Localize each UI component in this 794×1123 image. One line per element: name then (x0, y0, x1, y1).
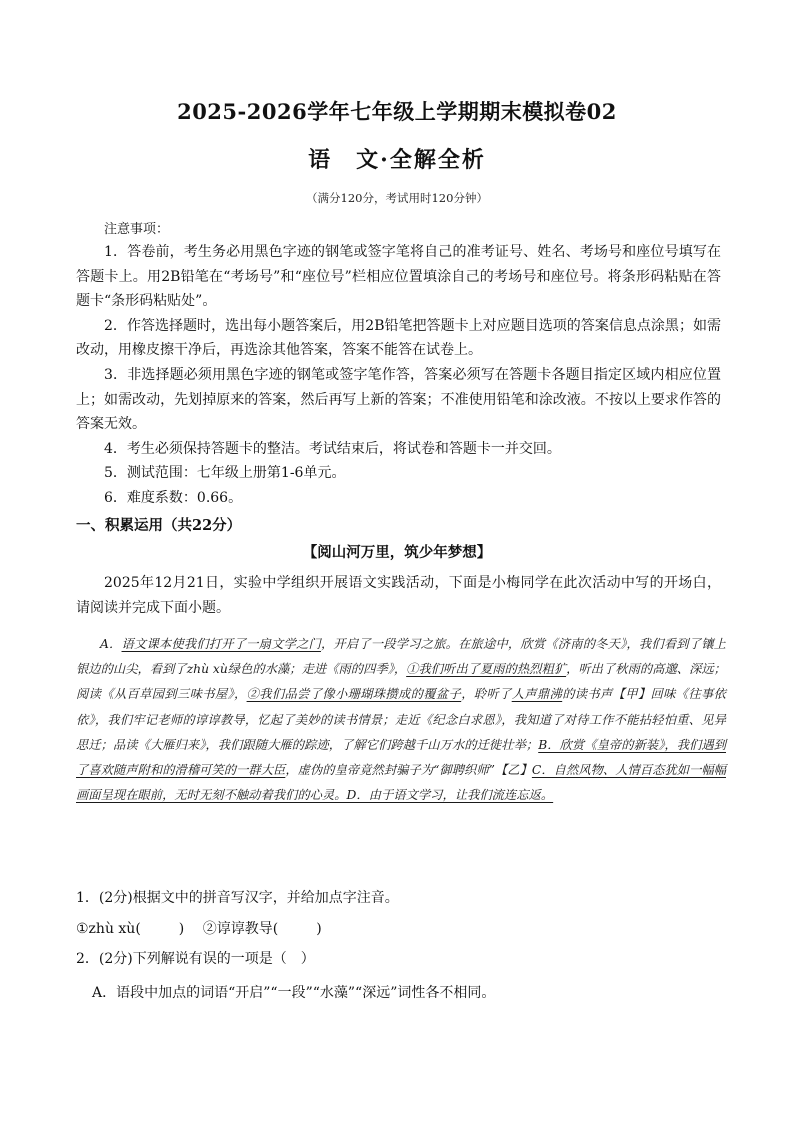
answer-blank-close: ) (316, 921, 322, 937)
page-subtitle: 语 文·全解全析 (308, 147, 486, 173)
underlined-sentence-b: B．欣赏《皇帝的新装》，我们遇到了喜欢随声附和的滑稽可笑的一群大臣 (76, 737, 726, 778)
reading-passage (76, 632, 726, 808)
notes-list (76, 240, 721, 511)
score-time-note: （满分120分，考试用时120分钟） (306, 191, 488, 205)
note-item: 5．测试范围：七年级上册第1-6单元。 (104, 465, 346, 482)
notes-heading: 注意事项： (104, 222, 170, 237)
underlined-sentence-2: ②我们品尝了像小珊瑚珠攒成的覆盆子 (246, 687, 462, 702)
answer-blank-close: ) (178, 921, 185, 937)
passage-text: ，虚伪的皇帝竟然封骗子为“御聘织师”【乙】 (285, 763, 532, 778)
section-intro: 2025年12月21日，实验中学组织开展语文实践活动，下面是小梅同学在此次活动中写的开场白，请阅读并完成下面小题。 (76, 575, 721, 616)
question-2-option-a: A．语段中加点的词语“开启”“一段”“水藻”“深远”词性各不相同。 (92, 985, 496, 1001)
note-item: 2．作答选择题时，选出每小题答案后，用2B铅笔把答题卡上对应题目选项的答案信息点涂黑；如需改动，用橡皮擦干净后，再选涂其他答案，答案不能答在试卷上。 (76, 317, 721, 359)
passage-text: ，听出了秋雨的高邈、深远；阅读《从百草园到三味书屋》， (76, 662, 726, 702)
passage-text: ，聆听了 (461, 687, 512, 702)
question-1: 1．(2分)根据文中的拼音写汉字，并给加点字注音。 (76, 890, 399, 906)
note-item: 6．难度系数：0.66。 (104, 489, 243, 506)
question-1-answers (76, 918, 322, 938)
note-item: 1．答卷前，考生务必用黑色字迹的钢笔或签字笔将自己的准考证号、姓名、考场号和座位号填写在答题卡上。用2B铅笔在“考场号”和“座位号”栏相应位置填涂自己的考场号和座位号。将条形码粘贴在答题卡“条形码粘贴处”。 (76, 244, 721, 310)
answer-blank-label: ①zhù xù( (76, 921, 141, 937)
passage-text: 的读书声【甲】回味《往事依依》，我们牢记老师的谆谆教导，忆起了美妙的读书情景；走近《纪念白求恩》，我知道了对待工作不能拈轻怕重、见异思迁；品读《大雁归来》，我们跟随大雁的踪迹，了解它们跨越千山万水的迁徙壮举； (76, 687, 726, 752)
underlined-idiom: 人声鼎沸 (511, 687, 563, 702)
underlined-text: 语文课本使我们打开了一扇文学之门 (121, 637, 321, 651)
passage-text: A． (100, 637, 122, 651)
page-title: 2025-2026学年七年级上学期期末模拟卷02 (177, 99, 617, 124)
underlined-sentence-cd: C．自然风物、人情百态犹如一幅幅画面呈现在眼前，无时无刻不触动着我们的心灵。D．由于语文学习，让我们流连忘返。 (76, 763, 726, 803)
passage-paragraph (76, 632, 726, 808)
section-heading: 一、积累运用（共22分） (76, 517, 242, 534)
answer-blank-label: ②谆谆教导( (202, 921, 279, 937)
question-2: 2．(2分)下列解说有误的一项是（ ） (76, 951, 315, 967)
section-topic: 【阅山河万里，筑少年梦想】 (302, 544, 492, 561)
note-item: 4．考生必须保持答题卡的整洁。考试结束后，将试卷和答题卡一并交回。 (104, 440, 561, 457)
note-item: 3．非选择题必须用黑色字迹的钢笔或签字笔作答，答案必须写在答题卡各题目指定区域内相应位置上；如需改动，先划掉原来的答案，然后再写上新的答案；不准使用铅笔和涂改液。不按以上要求作答的答案无效。 (76, 366, 721, 433)
underlined-sentence-1: ①我们听出了夏雨的热烈粗犷 (406, 662, 567, 677)
passage-text: ，开启了一段学习之旅。在旅途中，欣赏《济南的冬天》，我们看到了镶上银边的山尖，看到了zhù xù绿色的水藻；走进《雨的四季》， (76, 637, 726, 677)
